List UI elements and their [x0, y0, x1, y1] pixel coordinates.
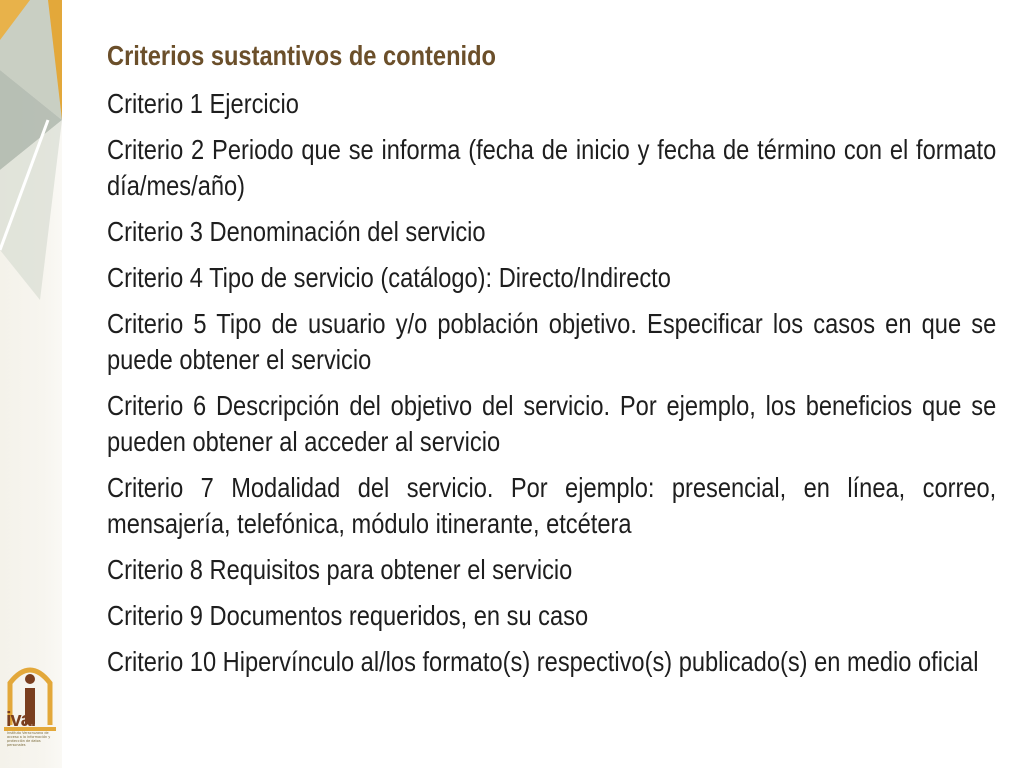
decorative-shapes	[0, 0, 62, 768]
side-decoration-band	[0, 0, 62, 768]
criterion-item: Criterio 4 Tipo de servicio (catálogo): Directo/Indirecto	[107, 262, 671, 293]
criterion-item: Criterio 3 Denominación del servicio	[107, 216, 486, 247]
criterion-item: Criterio 9 Documentos requeridos, en su caso	[107, 600, 589, 631]
criterion-item: Criterio 7 Modalidad del servicio. Por ejemplo: presencial, en línea, correo, mensajería, telefónica, módulo itinerante, etcétera	[107, 472, 997, 539]
slide-heading: Criterios sustantivos de contenido	[107, 40, 496, 71]
criterion-item: Criterio 6 Descripción del objetivo del servicio. Por ejemplo, los beneficios que se pueden obtener al acceder al servicio	[107, 390, 997, 457]
slide-content	[107, 36, 996, 690]
criterion-item: Criterio 8 Requisitos para obtener el servicio	[107, 554, 573, 585]
logo-wordmark: ivai	[6, 709, 36, 731]
logo-tagline: Instituto Veracruzano de acceso a la información y protección de datos personales	[7, 731, 51, 747]
criterion-item: Criterio 1 Ejercicio	[107, 88, 299, 119]
criterion-item: Criterio 5 Tipo de usuario y/o población objetivo. Especificar los casos en que se puede obtener el servicio	[107, 308, 997, 375]
criterion-item: Criterio 2 Periodo que se informa (fecha de inicio y fecha de término con el formato día/mes/año)	[107, 134, 997, 201]
criterion-item: Criterio 10 Hipervínculo al/los formato(s) respectivo(s) publicado(s) en medio oficial	[107, 646, 979, 677]
